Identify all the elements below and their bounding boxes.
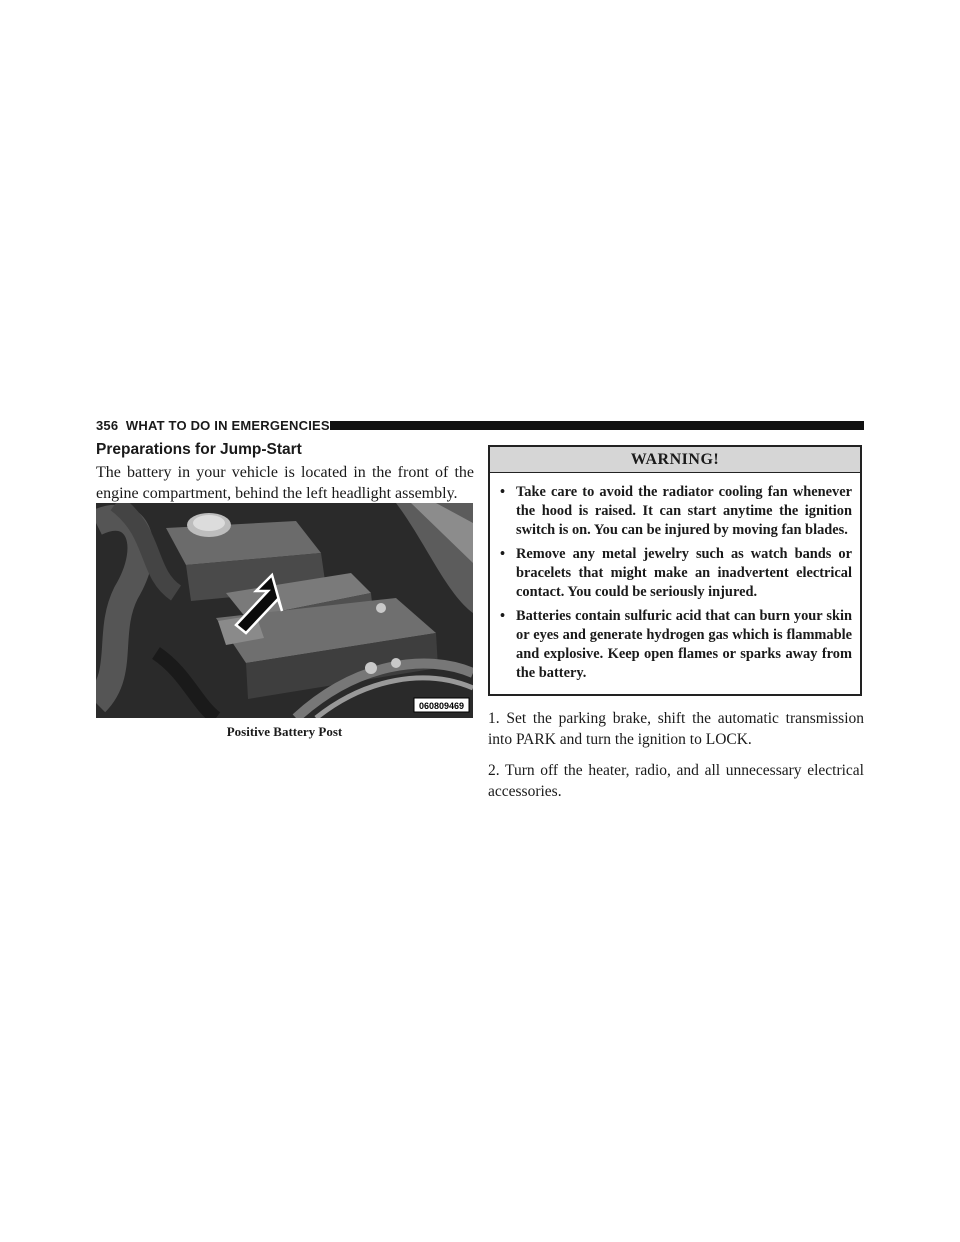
figure-caption: Positive Battery Post bbox=[226, 724, 343, 739]
warning-item-text: Remove any metal jewelry such as watch bands or bracelets that might make an inadvertent electrical contact. You could be seriously injured. bbox=[516, 546, 852, 600]
header-text bbox=[96, 418, 330, 434]
warning-heading: WARNING! bbox=[490, 447, 860, 473]
bullet-icon: • bbox=[500, 484, 506, 500]
running-header bbox=[96, 418, 864, 434]
figure-code: 060809469 bbox=[418, 701, 465, 711]
warning-item bbox=[498, 545, 852, 602]
warning-box bbox=[488, 445, 862, 696]
warning-item bbox=[498, 483, 852, 540]
section-heading: Preparations for Jump-Start bbox=[96, 441, 302, 458]
page-number: 356 bbox=[96, 418, 119, 433]
warning-item-text: Batteries contain sulfuric acid that can burn your skin or eyes and generate hydrogen gas which is flammable and explosive. Keep open flames or sparks away from the battery. bbox=[516, 608, 852, 681]
bullet-icon: • bbox=[500, 608, 506, 624]
step-1: 1. Set the parking brake, shift the automatic transmission into PARK and turn the ignition to LOCK. bbox=[488, 710, 864, 748]
steps-list bbox=[488, 708, 864, 812]
warning-item-text: Take care to avoid the radiator cooling fan whenever the hood is raised. It can start anytime the ignition switch is on. You can be injured by moving fan blades. bbox=[516, 484, 852, 538]
intro-paragraph: The battery in your vehicle is located in the front of the engine compartment, behind the left headlight assembly. bbox=[96, 464, 474, 502]
warning-list bbox=[490, 473, 860, 683]
step-2: 2. Turn off the heater, radio, and all unnecessary electrical accessories. bbox=[488, 762, 864, 800]
engine-compartment-illustration bbox=[96, 503, 473, 718]
bullet-icon: • bbox=[500, 546, 506, 562]
header-rule bbox=[330, 421, 864, 430]
warning-item bbox=[498, 607, 852, 683]
left-column bbox=[96, 440, 474, 504]
battery-photo bbox=[96, 503, 473, 718]
section-title: WHAT TO DO IN EMERGENCIES bbox=[125, 418, 330, 433]
